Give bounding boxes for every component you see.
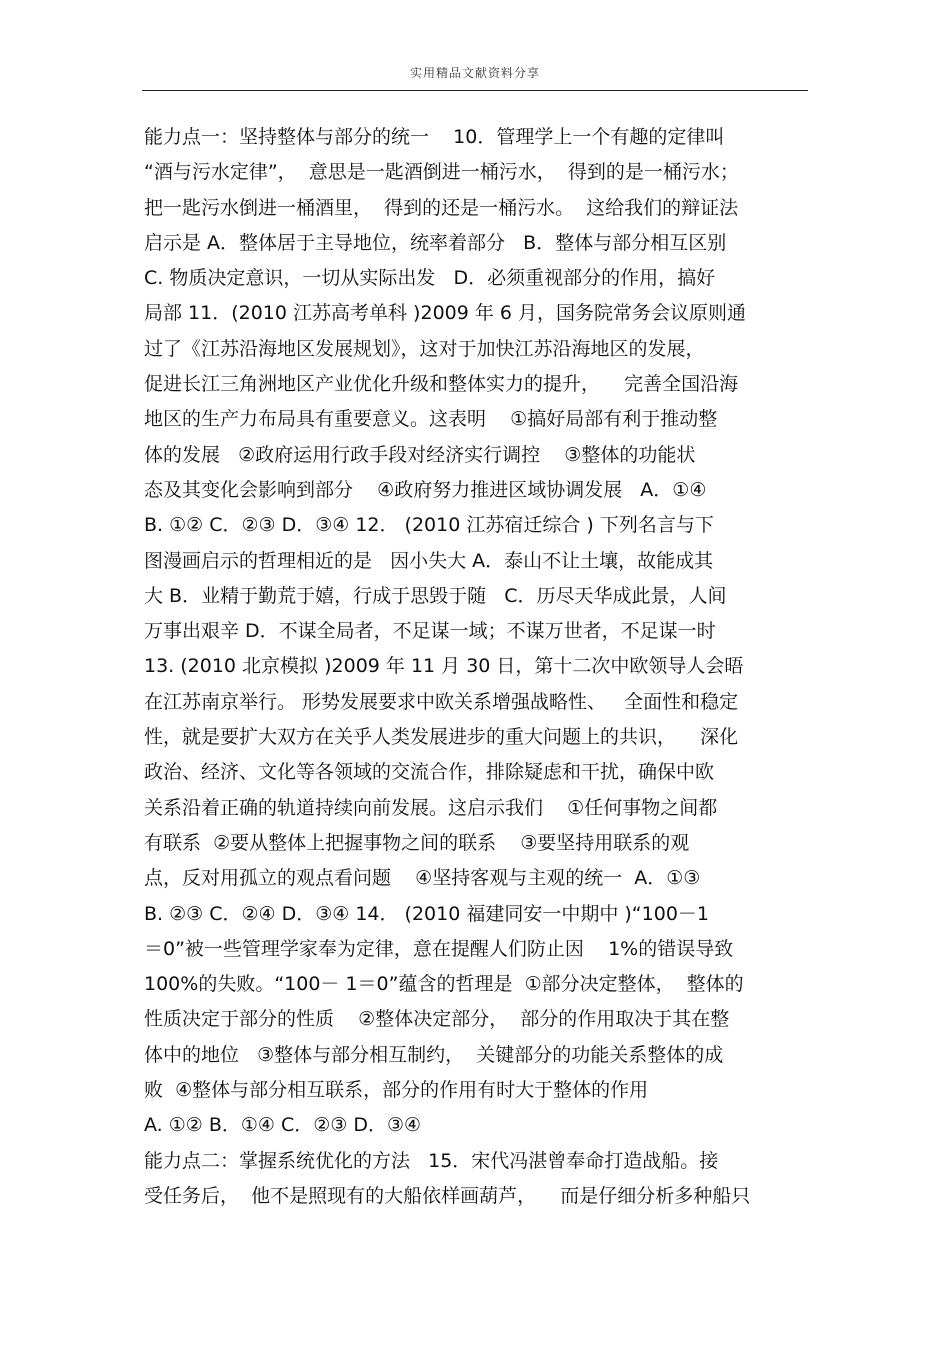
text-line: 万事出艰辛 D．不谋全局者，不足谋一域；不谋万世者，不足谋一时 [144,620,716,643]
text-line: 点，反对用孤立的观点看问题 ④坚持客观与主观的统一 A．①③ [144,867,701,890]
document-body [144,120,808,1214]
text-line: 有联系 ②要从整体上把握事物之间的联系 ③要坚持用联系的观 [144,831,690,854]
text-line: B. ②③ C．②④ D．③④ 14． (2010 福建同安一中期中 )“100－1 [144,902,710,925]
text-line: 局部 11．(2010 江苏高考单科 )2009 年 6 月，国务院常务会议原则通 [144,302,747,325]
text-line: 过了《江苏沿海地区发展规划》，这对于加快江苏沿海地区的发展， [144,337,705,360]
text-line: 地区的生产力布局具有重要意义。这表明 ①搞好局部有利于推动整 [144,408,718,431]
text-line: 100%的失败。“100－ 1＝0”蕴含的哲理是 ①部分决定整体， 整体的 [144,973,744,996]
text-line: 图漫画启示的哲理相近的是 因小失大 A．泰山不让土壤，故能成其 [144,549,714,572]
header-divider [142,90,808,91]
text-line: 能力点二：掌握系统优化的方法 15．宋代冯湛曾奉命打造战船。接 [144,1149,719,1172]
text-line: 大 B．业精于勤荒于嬉，行成于思毁于随 C．历尽天华成此景，人间 [144,584,727,607]
page-header: 实用精品文献资料分享 [409,66,540,80]
text-line: 体中的地位 ③整体与部分相互制约， 关键部分的功能关系整体的成 [144,1043,724,1066]
text-line: B. ①② C．②③ D．③④ 12． (2010 江苏宿迁综合 ) 下列名言与下 [144,514,714,537]
text-line: 把一匙污水倒进一桶酒里， 得到的还是一桶污水。 这给我们的辩证法 [144,196,739,219]
text-line: 体的发展 ②政府运用行政手段对经济实行调控 ③整体的功能状 [144,443,696,466]
text-line: 能力点一：坚持整体与部分的统一 10．管理学上一个有趣的定律叫 [144,126,725,148]
text-line: 13. (2010 北京模拟 )2009 年 11 月 30 日，第十二次中欧领导人会晤 [144,655,744,678]
text-line: A. ①② B．①④ C．②③ D．③④ [144,1114,422,1137]
text-line: 关系沿着正确的轨道持续向前发展。这启示我们 ①任何事物之间都 [144,796,718,819]
text-line: 促进长江三角洲地区产业优化升级和整体实力的提升， 完善全国沿海 [144,373,739,396]
text-line: 受任务后， 他不是照现有的大船依样画葫芦， 而是仔细分析多种船只 [144,1184,751,1207]
text-line: 政治、经济、文化等各领域的交流合作，排除疑虑和干扰，确保中欧 [144,761,715,784]
text-line: 败 ④整体与部分相互联系，部分的作用有时大于整体的作用 [144,1079,649,1102]
text-line: “酒与污水定律”， 意思是一匙酒倒进一桶污水， 得到的是一桶污水； [144,161,739,184]
text-line: ＝0”被一些管理学家奉为定律，意在提醒人们防止因 1%的错误导致 [144,937,734,960]
text-line: 态及其变化会影响到部分 ④政府努力推进区域协调发展 A．①④ [144,478,707,501]
text-line: 在江苏南京举行。 形势发展要求中欧关系增强战略性、 全面性和稳定 [144,690,739,713]
text-line: 启示是 A．整体居于主导地位，统率着部分 B．整体与部分相互区别 [144,231,727,254]
text-line: 性质决定于部分的性质 ②整体决定部分， 部分的作用取决于其在整 [144,1008,730,1031]
text-line: 性，就是要扩大双方在关乎人类发展进步的重大问题上的共识， 深化 [144,726,739,749]
text-line: C. 物质决定意识，一切从实际出发 D．必须重视部分的作用，搞好 [144,267,716,290]
